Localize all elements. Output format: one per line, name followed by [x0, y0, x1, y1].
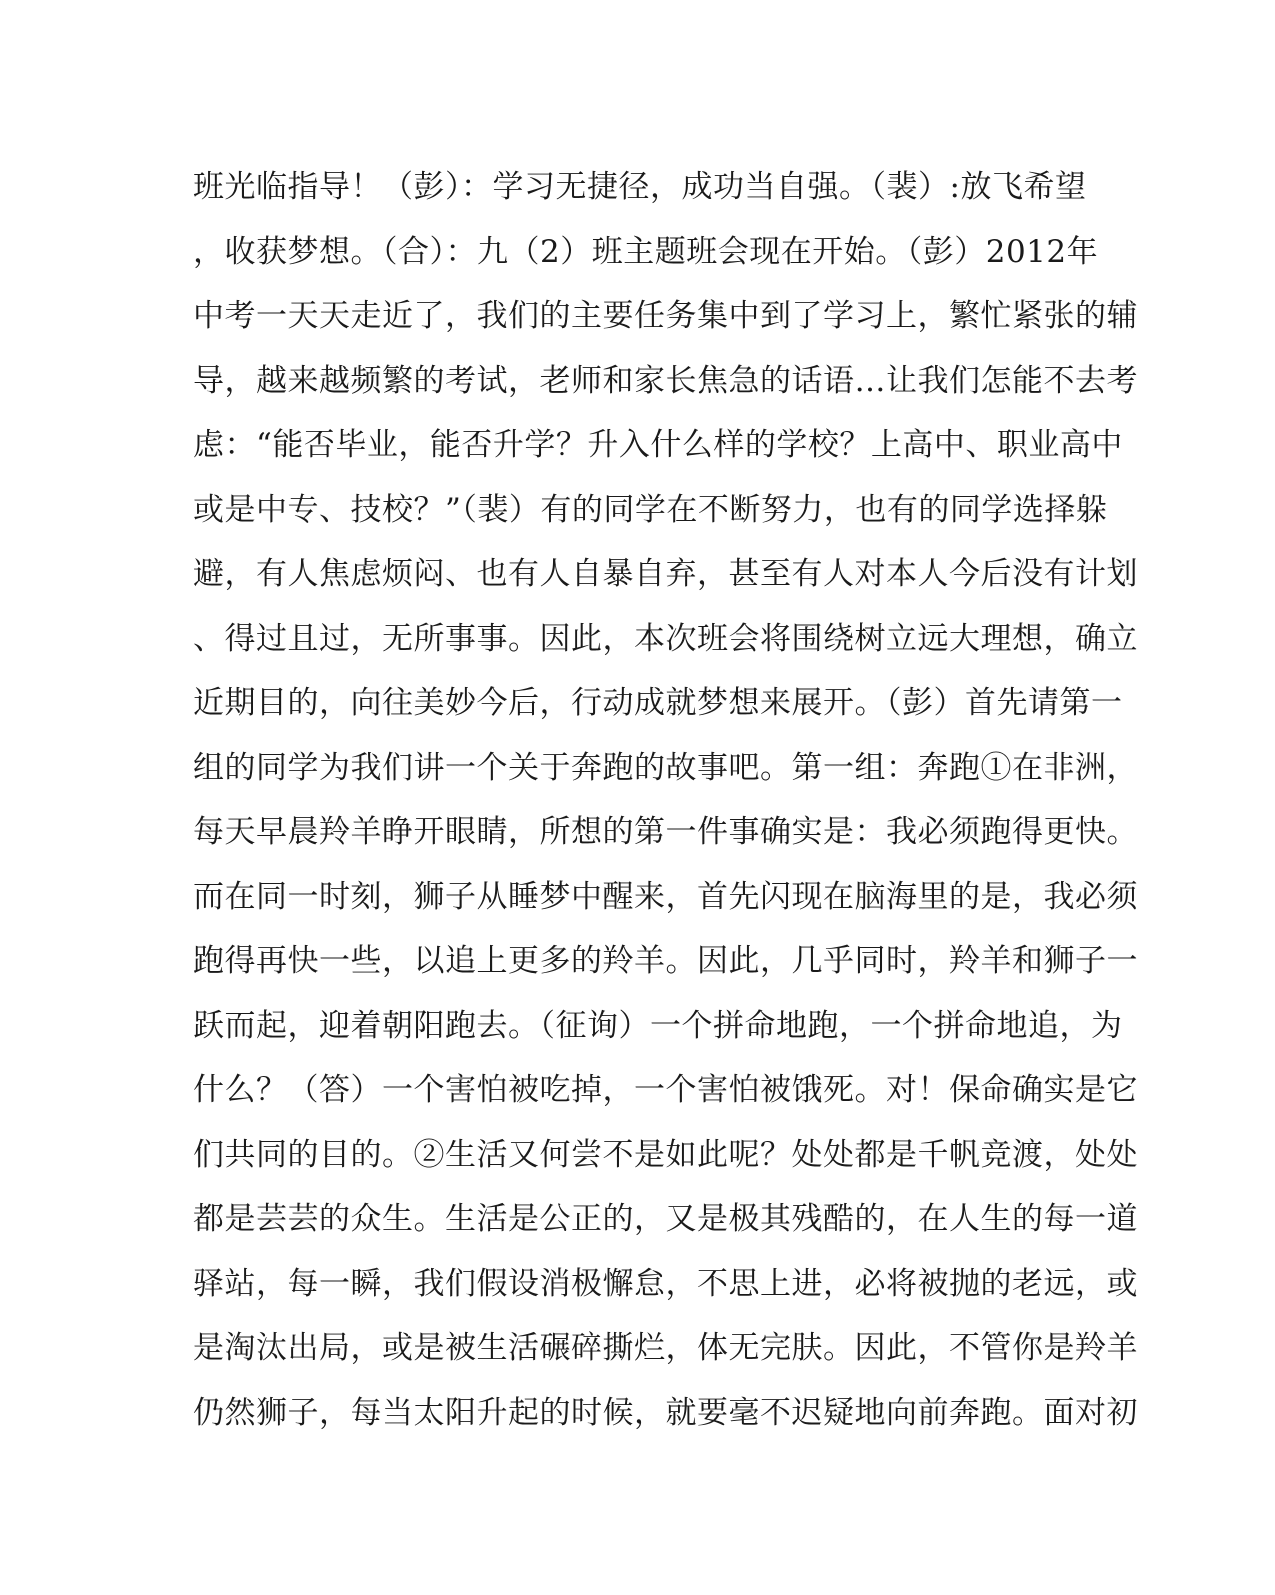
- text-line: 驿站，每一瞬，我们假设消极懈怠，不思上进，必将被抛的老远，或: [193, 1265, 1138, 1302]
- text-line: 虑：“能否毕业，能否升学？升入什么样的学校？上高中、职业高中: [193, 427, 1123, 463]
- text-line: 都是芸芸的众生。生活是公正的，又是极其残酷的，在人生的每一道: [193, 1201, 1138, 1237]
- text-line: 导，越来越频繁的考试，老师和家长焦急的话语…让我们怎能不去考: [193, 362, 1138, 399]
- text-line: 是淘汰出局，或是被生活碾碎撕烂，体无完肤。因此，不管你是羚羊: [193, 1330, 1138, 1366]
- text-line: 班光临指导！（彭）：学习无捷径，成功当自强。（裴）:放飞希望: [193, 169, 1087, 205]
- text-line: 近期目的，向往美妙今后，行动成就梦想来展开。（彭）首先请第一: [193, 685, 1123, 721]
- text-line: 们共同的目的。②生活又何尝不是如此呢？处处都是千帆竞渡，处处: [193, 1136, 1138, 1173]
- text-line: 每天早晨羚羊睁开眼睛，所想的第一件事确实是：我必须跑得更快。: [193, 814, 1138, 850]
- text-line: 组的同学为我们讲一个关于奔跑的故事吧。第一组：奔跑①在非洲，: [193, 749, 1138, 786]
- body-text: [193, 155, 1138, 1445]
- text-line: 中考一天天走近了，我们的主要任务集中到了学习上，繁忙紧张的辅: [193, 298, 1138, 334]
- text-line: 什么？（答）一个害怕被吃掉，一个害怕被饿死。对！保命确实是它: [193, 1072, 1138, 1108]
- text-line: ，收获梦想。（合）：九（2）班主题班会现在开始。（彭）2012年: [193, 233, 1099, 270]
- text-line: 或是中专、技校？”（裴）有的同学在不断努力，也有的同学选择躲: [193, 491, 1108, 528]
- text-line: 而在同一时刻，狮子从睡梦中醒来，首先闪现在脑海里的是，我必须: [193, 878, 1138, 915]
- text-line: 仍然狮子，每当太阳升起的时候，就要毫不迟疑地向前奔跑。面对初: [193, 1394, 1138, 1431]
- text-line: 跃而起，迎着朝阳跑去。（征询）一个拼命地跑，一个拼命地追，为: [193, 1007, 1123, 1044]
- text-line: 、得过且过，无所事事。因此，本次班会将围绕树立远大理想，确立: [193, 620, 1138, 657]
- text-line: 避，有人焦虑烦闷、也有人自暴自弃，甚至有人对本人今后没有计划: [193, 556, 1138, 592]
- text-line: 跑得再快一些，以追上更多的羚羊。因此，几乎同时，羚羊和狮子一: [193, 943, 1138, 979]
